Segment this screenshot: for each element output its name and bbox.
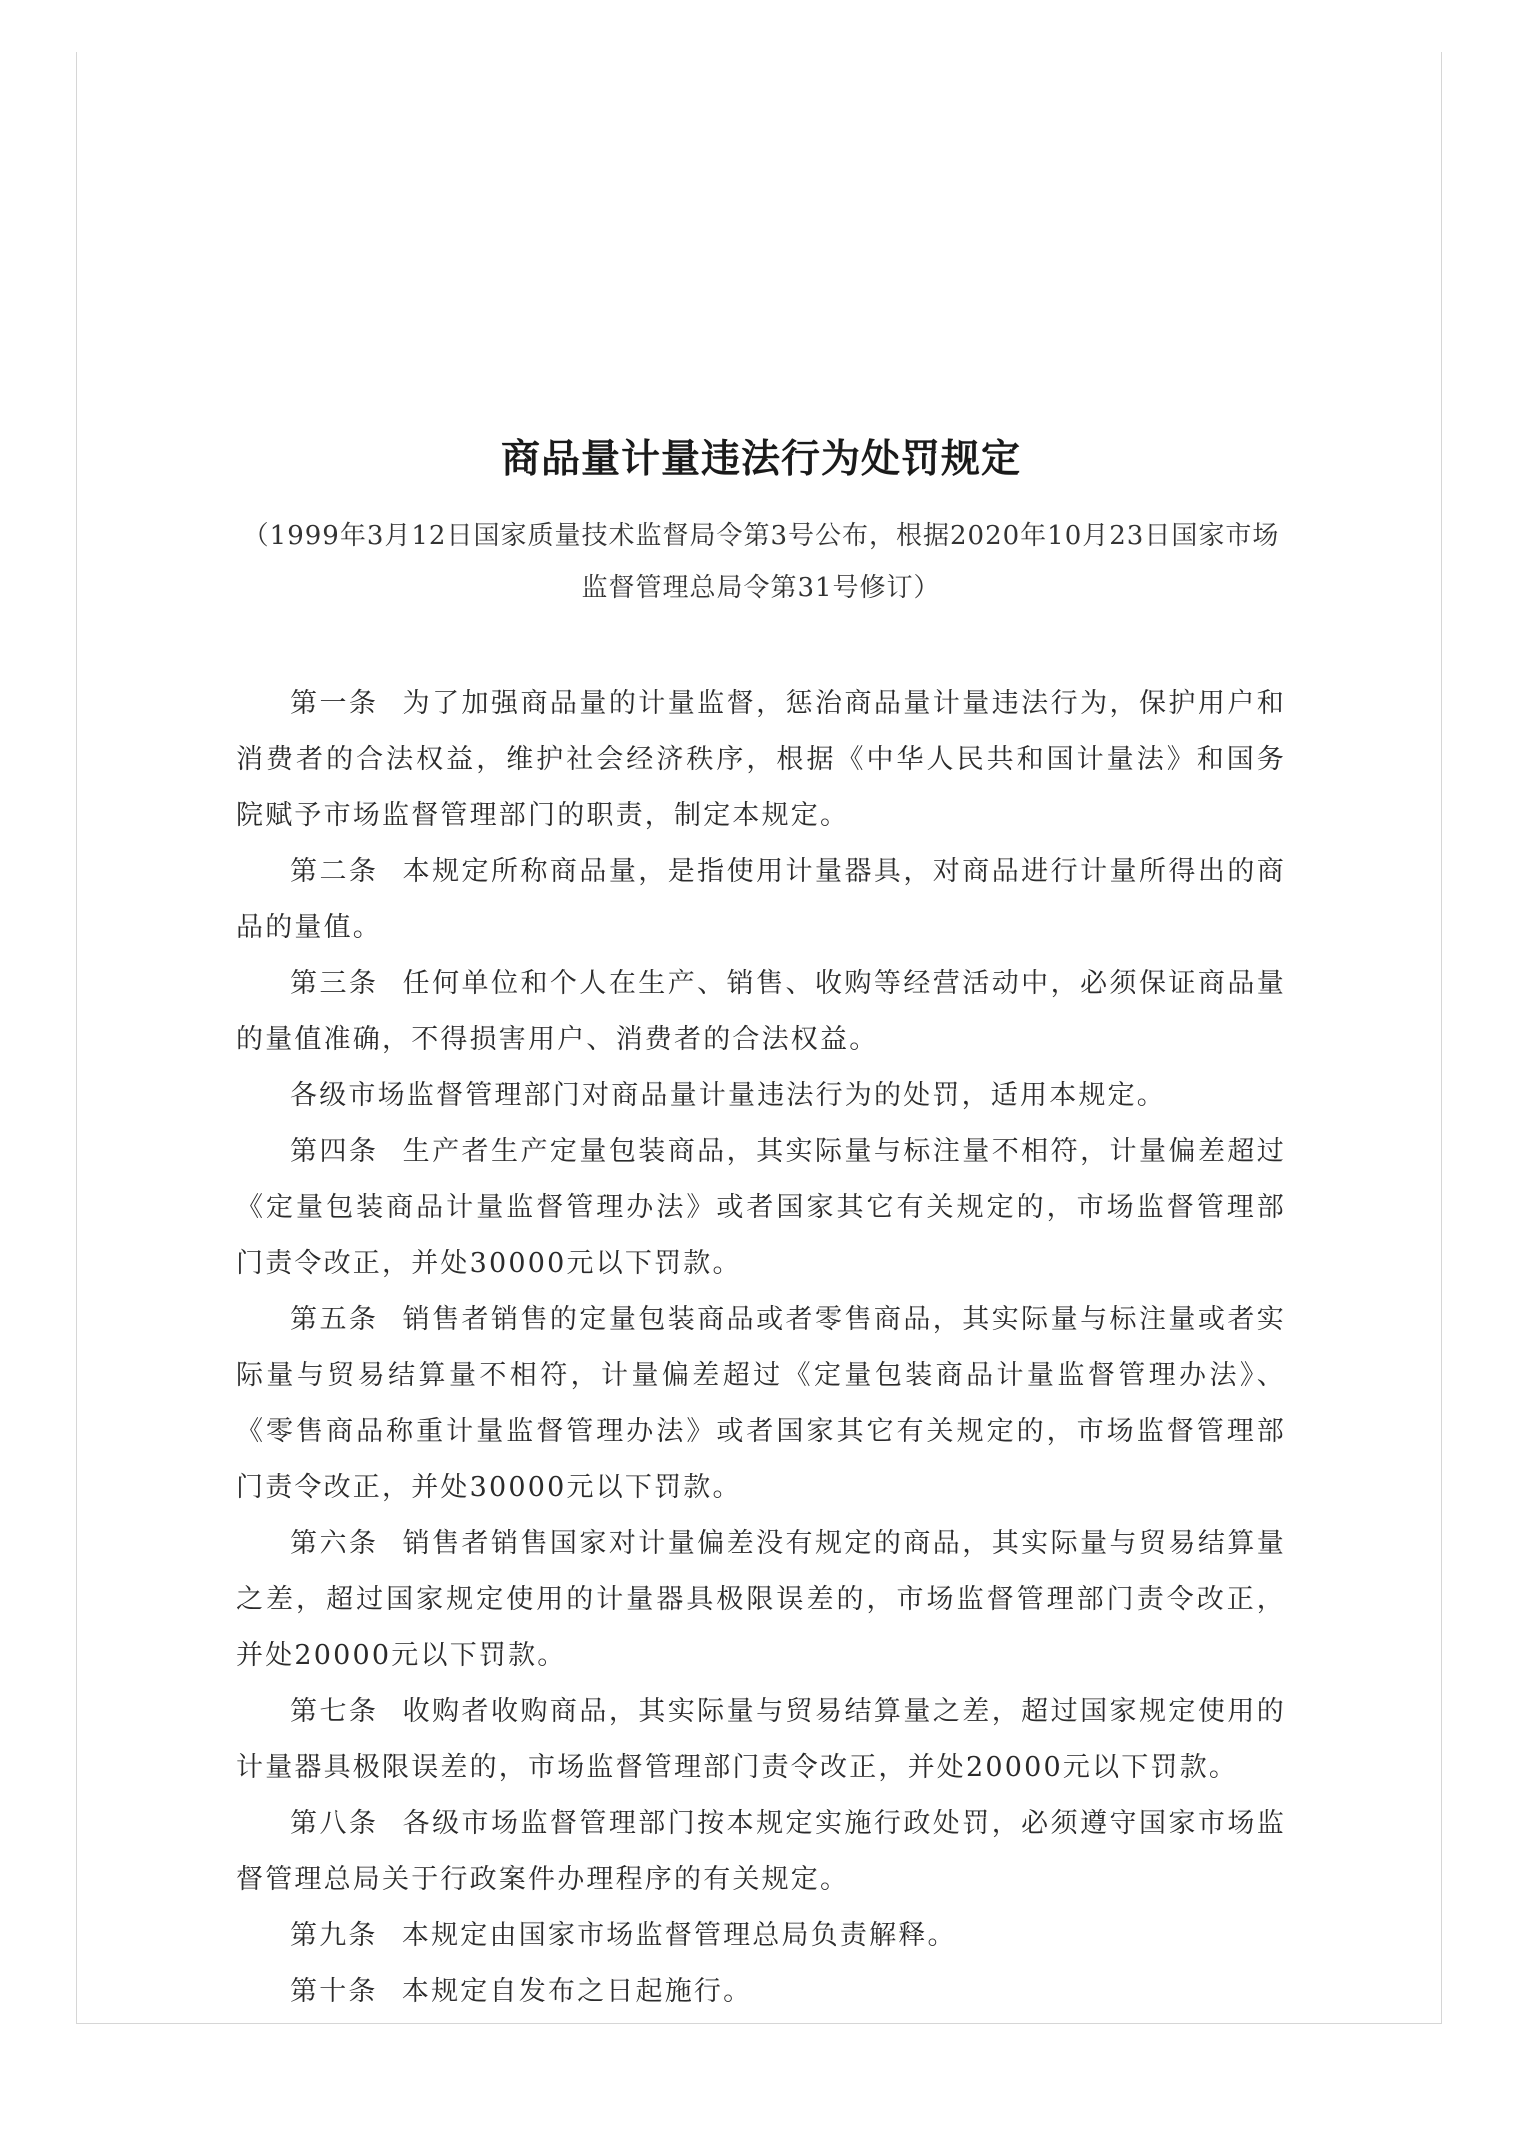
article-4	[236, 1124, 1286, 1292]
article-3	[236, 956, 1286, 1068]
article-text: 生产者生产定量包装商品，其实际量与标注量不相符，计量偏差超过《定量包装商品计量监督管理办法》或者国家其它有关规定的，市场监督管理部门责令改正，并处30000元以下罚款。	[236, 1136, 1286, 1279]
articles	[236, 676, 1286, 2020]
article-text: 本规定自发布之日起施行。	[401, 1976, 753, 2007]
article-head: 第三条	[290, 968, 379, 999]
article-9	[236, 1908, 1286, 1964]
article-3-continued	[236, 1068, 1286, 1124]
article-head: 第九条	[290, 1920, 378, 1951]
article-1	[236, 676, 1286, 844]
article-10	[236, 1964, 1286, 2020]
article-text: 任何单位和个人在生产、销售、收购等经营活动中，必须保证商品量的量值准确，不得损害用户、消费者的合法权益。	[236, 968, 1286, 1055]
article-text: 收购者收购商品，其实际量与贸易结算量之差，超过国家规定使用的计量器具极限误差的，市场监督管理部门责令改正，并处20000元以下罚款。	[236, 1696, 1286, 1783]
article-head: 第二条	[290, 856, 379, 887]
article-5	[236, 1292, 1286, 1516]
article-head: 第一条	[290, 688, 379, 719]
article-7	[236, 1684, 1286, 1796]
document-title: 商品量计量违法行为处罚规定	[500, 437, 1021, 482]
article-head: 第四条	[290, 1136, 379, 1167]
article-6	[236, 1516, 1286, 1684]
article-text: 为了加强商品量的计量监督，惩治商品量计量违法行为，保护用户和消费者的合法权益，维护社会经济秩序，根据《中华人民共和国计量法》和国务院赋予市场监督管理部门的职责，制定本规定。	[236, 688, 1286, 831]
article-text: 本规定所称商品量，是指使用计量器具，对商品进行计量所得出的商品的量值。	[236, 856, 1286, 943]
article-2	[236, 844, 1286, 956]
document-body	[236, 430, 1286, 2020]
article-head: 第七条	[290, 1696, 379, 1727]
article-head: 第八条	[290, 1808, 379, 1839]
article-text: 销售者销售国家对计量偏差没有规定的商品，其实际量与贸易结算量之差，超过国家规定使用的计量器具极限误差的，市场监督管理部门责令改正，并处20000元以下罚款。	[236, 1528, 1286, 1671]
article-head: 第五条	[290, 1304, 379, 1335]
article-8	[236, 1796, 1286, 1908]
article-text: 本规定由国家市场监督管理总局负责解释。	[401, 1920, 957, 1951]
article-text: 各级市场监督管理部门对商品量计量违法行为的处罚，适用本规定。	[290, 1080, 1166, 1111]
article-text: 销售者销售的定量包装商品或者零售商品，其实际量与标注量或者实际量与贸易结算量不相符，计量偏差超过《定量包装商品计量监督管理办法》、《零售商品称重计量监督管理办法》或者国家其它有关规定的，市场监督管理部门责令改正，并处30000元以下罚款。	[236, 1304, 1286, 1503]
document-subtitle	[236, 510, 1286, 614]
article-head: 第十条	[290, 1976, 378, 2007]
article-text: 各级市场监督管理部门按本规定实施行政处罚，必须遵守国家市场监督管理总局关于行政案件办理程序的有关规定。	[236, 1808, 1286, 1895]
subtitle-line-1: （1999年3月12日国家质量技术监督局令第3号公布，根据2020年10月23日国家市场	[242, 521, 1280, 551]
article-head: 第六条	[290, 1528, 379, 1559]
subtitle-line-2: 监督管理总局令第31号修订）	[581, 573, 941, 603]
